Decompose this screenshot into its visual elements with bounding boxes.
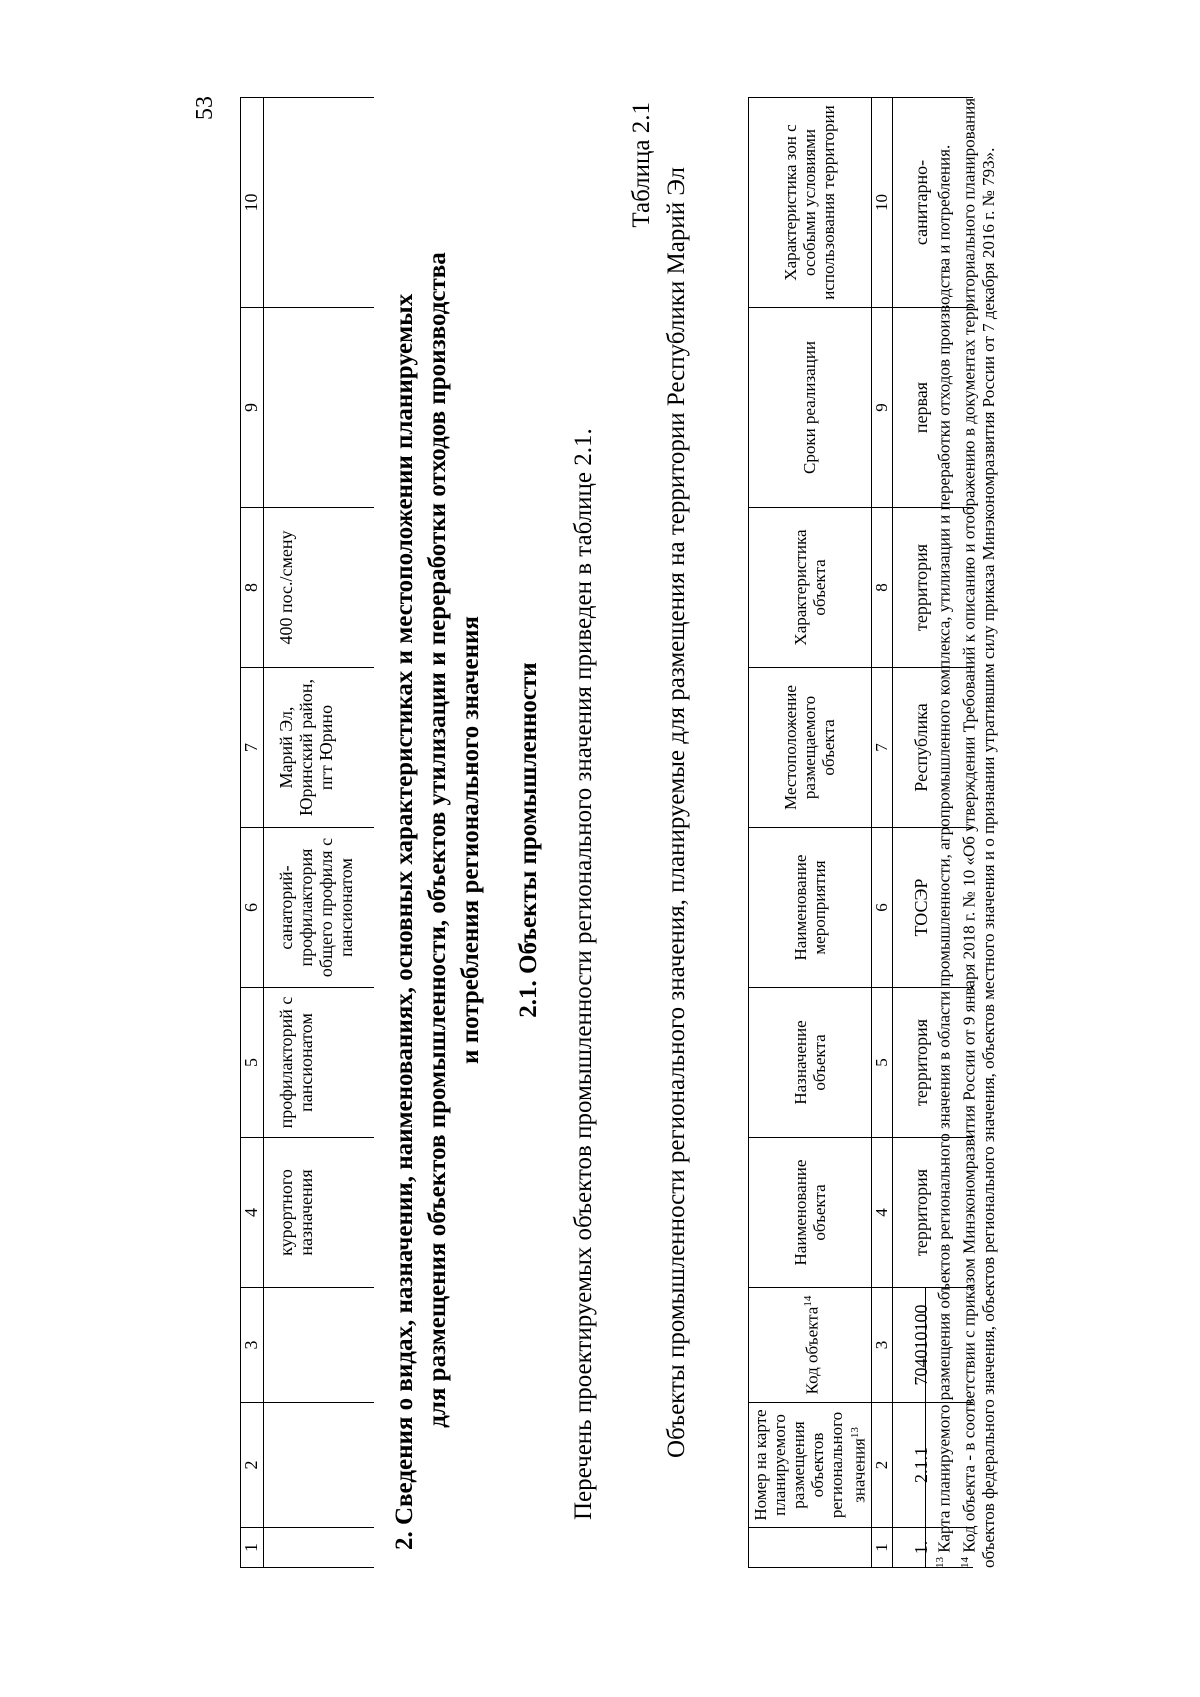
- col-number: 9: [871, 308, 892, 508]
- table-cell: [264, 1288, 375, 1403]
- footnotes: [930, 98, 999, 1568]
- col-number: 4: [871, 1138, 892, 1288]
- col-number: 8: [241, 508, 264, 668]
- col-number: 5: [241, 988, 264, 1138]
- table-cell: первая: [892, 308, 973, 508]
- footnote-text: Код объекта - в соответствии с приказом Минэкономразвития России от 9 января 2018 г. № 10 «Об утверждении Требований к описанию и отображению в документах территориального планирования объектов федерального значения, объектов регионального значения, объектов местного значения и о признании утратившим силу приказа Минэкономразвития России от 7 декабря 2016 г. № 793».: [959, 97, 999, 1568]
- col-number: 10: [871, 98, 892, 308]
- footnote-mark: 14: [958, 1557, 971, 1568]
- column-number-row: [871, 98, 892, 1568]
- table-cell: [264, 1528, 375, 1568]
- table-cell: 704010100: [892, 1288, 973, 1403]
- column-header: Местоположение размещаемого объекта: [749, 668, 872, 828]
- footnote-divider: [925, 1288, 926, 1568]
- col-number: 5: [871, 988, 892, 1138]
- column-header-text: Номер на карте планируемого размещения объектов регионального значения: [751, 1409, 869, 1521]
- table-cell: [264, 1403, 375, 1528]
- col-number: 8: [871, 508, 892, 668]
- table-cell: 1.: [892, 1528, 973, 1568]
- table-cell: [264, 308, 375, 508]
- table-cell: ТОСЭР: [892, 828, 973, 988]
- table-cell: 400 пос./смену: [264, 508, 375, 668]
- footnote-text: Карта планируемого размещения объектов регионального значения в области промышленности, агропромышленного комплекса, утилизации и переработки отходов производства и потребления.: [934, 144, 954, 1553]
- footnote-14: [955, 98, 1000, 1568]
- subsection-heading: 2.1. Объекты промышленности: [515, 662, 542, 1018]
- intro-paragraph: Перечень проектируемых объектов промышленности регионального значения приведен в таблице 2.1.: [570, 428, 597, 1520]
- section-heading-line: для размещения объектов промышленности, объектов утилизации и переработки отходов производства: [424, 252, 451, 1428]
- column-header: [749, 1288, 872, 1403]
- col-number: 10: [241, 98, 264, 308]
- continuation-table: [240, 97, 374, 1568]
- table-cell: Республика: [892, 668, 973, 828]
- col-number: 2: [241, 1403, 264, 1528]
- table-cell: территория: [892, 988, 973, 1138]
- table-cell: территория: [892, 1138, 973, 1288]
- column-header: Характеристика зон с особыми условиями использования территории: [749, 98, 872, 308]
- footnote-mark: 13: [934, 1557, 946, 1568]
- table-cell: 2.1.1: [892, 1403, 973, 1528]
- col-number: 4: [241, 1138, 264, 1288]
- table-row: [264, 98, 375, 1568]
- table-cell: территория: [892, 508, 973, 668]
- col-number: 7: [241, 668, 264, 828]
- footnote-ref: 13: [849, 1427, 861, 1439]
- column-header: [749, 1403, 872, 1528]
- table-cell: профилакторий с пансионатом: [264, 988, 375, 1138]
- footnote-ref: 14: [801, 1295, 814, 1307]
- table-cell: [264, 98, 375, 308]
- table-label: Таблица 2.1: [628, 102, 655, 228]
- table-caption: Объекты промышленности регионального значения, планируемые для размещения на территории Республики Марий Эл: [663, 167, 690, 1458]
- col-number: 6: [871, 828, 892, 988]
- column-header: Наименование мероприятия: [749, 828, 872, 988]
- column-header-text: Код объекта: [802, 1306, 822, 1395]
- col-number: 2: [871, 1403, 892, 1528]
- section-heading: [388, 130, 487, 1550]
- rotated-sheet: [30, 80, 1150, 1660]
- column-header: Назначение объекта: [749, 988, 872, 1138]
- section-heading-line: и потребления регионального значения: [457, 616, 484, 1064]
- table-cell: санитарно-: [892, 98, 973, 308]
- col-number: 6: [241, 828, 264, 988]
- column-header: Сроки реализации: [749, 308, 872, 508]
- table-cell: санаторий-профилактория общего профиля с пансионатом: [264, 828, 375, 988]
- page-number: 53: [192, 96, 218, 120]
- col-number: 9: [241, 308, 264, 508]
- col-number: 3: [241, 1288, 264, 1403]
- table-cell: курортного назначения: [264, 1138, 375, 1288]
- col-number: 1: [871, 1528, 892, 1568]
- table-header-row: [749, 98, 872, 1568]
- column-header: Наименование объекта: [749, 1138, 872, 1288]
- continuation-header-row: [241, 98, 264, 1568]
- footnote-13: [930, 98, 955, 1568]
- column-header: [749, 1528, 872, 1568]
- section-heading-line: 2. Сведения о видах, назначении, наименованиях, основных характеристиках и местоположении планируемых: [391, 293, 418, 1550]
- column-header: Характеристика объекта: [749, 508, 872, 668]
- col-number: 1: [241, 1528, 264, 1568]
- col-number: 7: [871, 668, 892, 828]
- table-cell: Марий Эл, Юринский район, пгт Юрино: [264, 668, 375, 828]
- col-number: 3: [871, 1288, 892, 1403]
